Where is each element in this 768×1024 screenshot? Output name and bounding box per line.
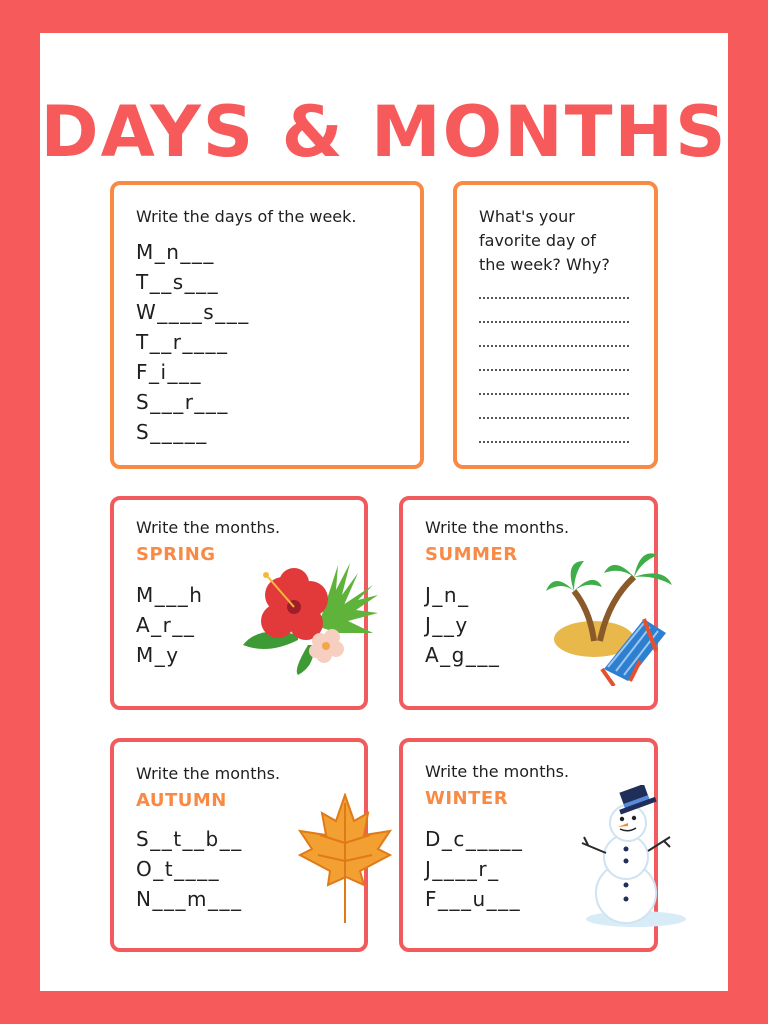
- day-word: M_n___: [136, 240, 215, 264]
- month-word: M_y: [136, 643, 180, 667]
- autumn-label: AUTUMN: [136, 790, 227, 811]
- snowman-icon: [574, 785, 689, 930]
- answer-line[interactable]: [479, 347, 629, 371]
- question-line: the week? Why?: [479, 255, 610, 274]
- month-word: M___h: [136, 583, 204, 607]
- palm-island-beach-chair-icon: [544, 541, 674, 686]
- month-word: J____r_: [425, 857, 500, 881]
- autumn-instruction: Write the months.: [136, 764, 281, 783]
- favorite-question: [479, 205, 610, 277]
- day-word: T__s___: [136, 270, 220, 294]
- summer-instruction: Write the months.: [425, 518, 570, 537]
- question-line: What's your: [479, 207, 575, 226]
- month-word: J_n_: [425, 583, 470, 607]
- spring-label: SPRING: [136, 544, 216, 565]
- month-word: O_t____: [136, 857, 221, 881]
- day-word: S_____: [136, 420, 208, 444]
- winter-label: WINTER: [425, 788, 509, 809]
- days-box: [110, 181, 424, 469]
- month-word: N___m___: [136, 887, 243, 911]
- winter-word-list: [425, 824, 523, 914]
- month-word: F___u___: [425, 887, 522, 911]
- answer-line[interactable]: [479, 371, 629, 395]
- days-instruction: Write the days of the week.: [136, 207, 357, 226]
- favorite-day-box: [453, 181, 658, 469]
- answer-lines: [479, 275, 629, 443]
- day-word: S___r___: [136, 390, 229, 414]
- hibiscus-flower-icon: [238, 555, 383, 680]
- answer-line[interactable]: [479, 299, 629, 323]
- question-line: favorite day of: [479, 231, 596, 250]
- answer-line[interactable]: [479, 419, 629, 443]
- maple-leaf-icon: [298, 793, 393, 925]
- month-word: D_c_____: [425, 827, 524, 851]
- day-word: F_i___: [136, 360, 203, 384]
- page-title: DAYS & MONTHS: [40, 91, 728, 173]
- summer-word-list: [425, 580, 500, 670]
- day-word: W____s___: [136, 300, 250, 324]
- month-word: A_r__: [136, 613, 196, 637]
- spring-instruction: Write the months.: [136, 518, 281, 537]
- month-word: A_g___: [425, 643, 501, 667]
- day-word: T__r____: [136, 330, 229, 354]
- month-word: J__y: [425, 613, 469, 637]
- answer-line[interactable]: [479, 395, 629, 419]
- autumn-word-list: [136, 824, 243, 914]
- summer-label: SUMMER: [425, 544, 518, 565]
- spring-word-list: [136, 580, 203, 670]
- days-word-list: [136, 237, 250, 447]
- answer-line[interactable]: [479, 275, 629, 299]
- worksheet: [40, 33, 728, 991]
- month-word: S__t__b__: [136, 827, 243, 851]
- answer-line[interactable]: [479, 323, 629, 347]
- winter-instruction: Write the months.: [425, 762, 570, 781]
